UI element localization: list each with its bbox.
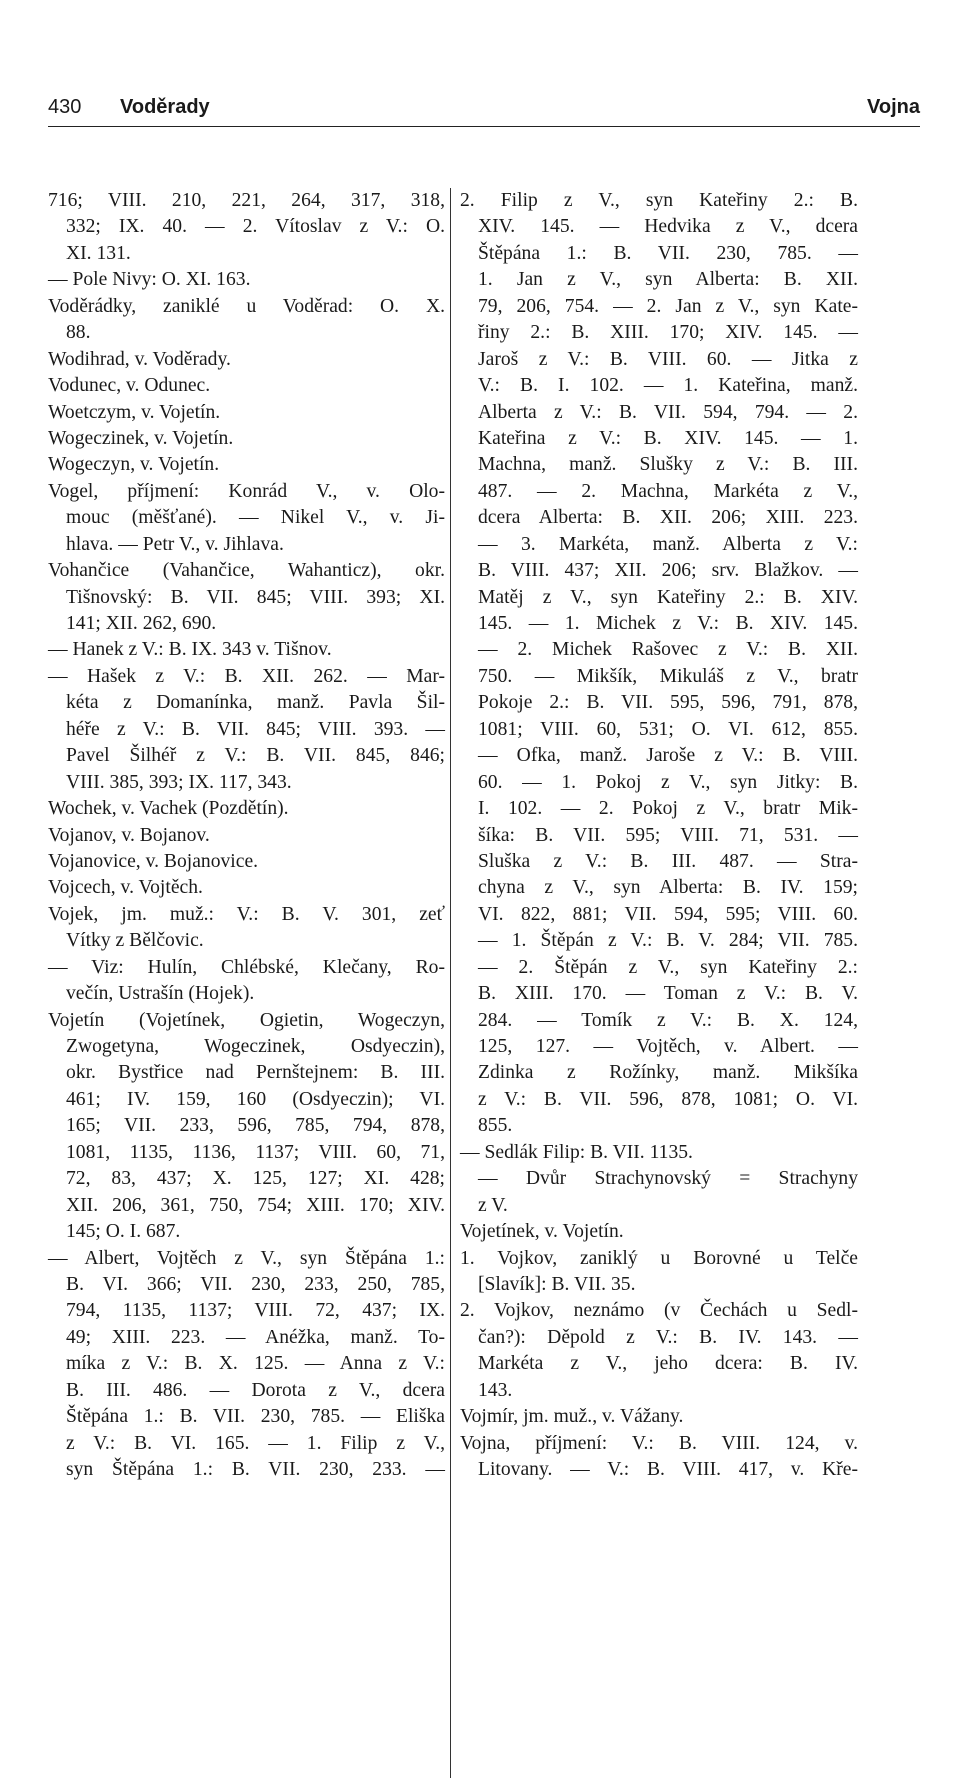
text-line: míka z V.: B. X. 125. — Anna z V.:	[66, 1353, 445, 1375]
text-line: 145; O. I. 687.	[66, 1221, 181, 1243]
text-line: 60. — 1. Pokoj z V., syn Jitky: B.	[478, 771, 858, 793]
text-line: Woetczym, v. Vojetín.	[48, 401, 221, 423]
text-line: řiny 2.: B. XIII. 170; XIV. 145. —	[478, 322, 858, 344]
text-line: — 2. Michek Rašovec z V.: B. XII.	[478, 639, 858, 661]
text-line: 1. Jan z V., syn Alberta: B. XII.	[478, 269, 858, 291]
text-line: VI. 822, 881; VII. 594, 595; VIII. 60.	[478, 903, 858, 925]
text-line: — Viz: Hulín, Chlébské, Klečany, Ro-	[48, 956, 445, 978]
text-line: — 2. Štěpán z V., syn Kateřiny 2.:	[478, 956, 858, 978]
text-line: 145. — 1. Michek z V.: B. XIV. 145.	[478, 613, 858, 634]
text-line: Vodunec, v. Odunec.	[48, 375, 211, 397]
text-line: čan?): Děpold z V.: B. IV. 143. —	[478, 1326, 858, 1348]
page-number: 430	[48, 96, 82, 118]
text-line: 332; IX. 40. — 2. Vítoslav z V.: O.	[66, 216, 445, 238]
text-line: Štěpána 1.: B. VII. 230, 785. — Eliška	[66, 1406, 445, 1428]
text-line: hlava. — Petr V., v. Jihlava.	[66, 533, 284, 555]
text-line: Voděrádky, zaniklé u Voděrad: O. X.	[48, 295, 445, 317]
text-line: 461; IV. 159, 160 (Osdyeczin); VI.	[66, 1088, 445, 1110]
text-line: okr. Bystřice nad Pernštejnem: B. III.	[66, 1062, 445, 1084]
text-line: héře z V.: B. VII. 845; VIII. 393. —	[66, 718, 445, 740]
text-line: — Albert, Vojtěch z V., syn Štěpána 1.:	[48, 1247, 445, 1269]
text-line: šíka: B. VII. 595; VIII. 71, 531. —	[478, 824, 858, 846]
text-line: B. III. 486. — Dorota z V., dcera	[66, 1379, 445, 1401]
text-line: Wochek, v. Vachek (Pozdětín).	[48, 798, 289, 820]
text-line: Zdinka z Rožínky, manž. Mikšíka	[478, 1062, 858, 1084]
text-line: — Pole Nivy: O. XI. 163.	[48, 269, 251, 291]
text-line: V.: B. I. 102. — 1. Kateřina, manž.	[478, 375, 858, 397]
right-column	[460, 188, 858, 1483]
text-line: — Sedlák Filip: B. VII. 1135.	[460, 1141, 693, 1163]
text-line: — Dvůr Strachynovský = Strachyny	[478, 1168, 858, 1190]
text-line: syn Štěpána 1.: B. VII. 230, 233. —	[66, 1459, 445, 1480]
text-line: — Ofka, manž. Jaroše z V.: B. VIII.	[478, 745, 858, 767]
text-line: 49; XIII. 223. — Anéžka, manž. To-	[66, 1326, 445, 1348]
text-line: — Hašek z V.: B. XII. 262. — Mar-	[48, 665, 445, 687]
text-line: 1081; VIII. 60, 531; O. VI. 612, 855.	[478, 718, 858, 740]
text-line: Jaroš z V.: B. VIII. 60. — Jitka z	[478, 348, 858, 370]
text-line: 141; XII. 262, 690.	[66, 613, 217, 634]
text-line: 487. — 2. Machna, Markéta z V.,	[478, 480, 858, 502]
text-line: Vohančice (Vahančice, Wahanticz), okr.	[48, 560, 445, 582]
text-line: 88.	[66, 322, 91, 344]
right-running-title: Vojna	[867, 96, 920, 118]
text-line: — 3. Markéta, manž. Alberta z V.:	[478, 533, 858, 555]
text-line: Tišnovský: B. VII. 845; VIII. 393; XI.	[66, 586, 445, 608]
text-line: 72, 83, 437; X. 125, 127; XI. 428;	[66, 1168, 445, 1190]
text-line: Markéta z V., jeho dcera: B. IV.	[478, 1353, 858, 1375]
text-line: XI. 131.	[66, 242, 131, 264]
text-line: Pavel Šilhéř z V.: B. VII. 845, 846;	[66, 745, 445, 767]
text-line: — Hanek z V.: B. IX. 343 v. Tišnov.	[48, 639, 332, 661]
text-line: Vogel, příjmení: Konrád V., v. Olo-	[48, 480, 445, 502]
text-line: Pokoje 2.: B. VII. 595, 596, 791, 878,	[478, 692, 858, 714]
text-line: večín, Ustrašín (Hojek).	[66, 983, 255, 1005]
text-line: XIV. 145. — Hedvika z V., dcera	[478, 216, 858, 238]
text-line: Vojetínek, v. Vojetín.	[460, 1221, 624, 1243]
left-running-title: Voděrady	[120, 96, 210, 118]
text-line: 750. — Mikšík, Mikuláš z V., bratr	[478, 665, 858, 687]
text-line: Wodihrad, v. Voděrady.	[48, 348, 231, 370]
text-line: 165; VII. 233, 596, 785, 794, 878,	[66, 1115, 445, 1137]
text-line: XII. 206, 361, 750, 754; XIII. 170; XIV.	[66, 1194, 445, 1216]
text-line: 855.	[478, 1115, 513, 1137]
text-line: Kateřina z V.: B. XIV. 145. — 1.	[478, 427, 858, 449]
text-line: Sluška z V.: B. III. 487. — Stra-	[478, 850, 858, 872]
text-line: — 1. Štěpán z V.: B. V. 284; VII. 785.	[478, 930, 858, 952]
text-line: Litovany. — V.: B. VIII. 417, v. Kře-	[478, 1459, 858, 1480]
text-line: Vojetín (Vojetínek, Ogietin, Wogeczyn,	[48, 1009, 445, 1031]
text-line: B. VIII. 437; XII. 206; srv. Blažkov. —	[478, 560, 858, 582]
text-line: B. XIII. 170. — Toman z V.: B. V.	[478, 983, 858, 1005]
text-line: Štěpána 1.: B. VII. 230, 785. —	[478, 242, 858, 264]
text-line: 716; VIII. 210, 221, 264, 317, 318,	[48, 190, 445, 211]
text-line: B. VI. 366; VII. 230, 233, 250, 785,	[66, 1273, 445, 1295]
text-line: Vojek, jm. muž.: V.: B. V. 301, zeť	[48, 903, 445, 925]
text-line: 79, 206, 754. — 2. Jan z V., syn Kate-	[478, 295, 858, 317]
text-line: Vojanovice, v. Bojanovice.	[48, 850, 259, 872]
text-line: Matěj z V., syn Kateřiny 2.: B. XIV.	[478, 586, 858, 608]
text-line: mouc (měšťané). — Nikel V., v. Ji-	[66, 507, 445, 529]
text-line: kéta z Domanínka, manž. Pavla Šil-	[66, 692, 445, 714]
text-line: I. 102. — 2. Pokoj z V., bratr Mik-	[478, 798, 858, 820]
text-line: Alberta z V.: B. VII. 594, 794. — 2.	[478, 401, 858, 423]
text-line: z V.: B. VII. 596, 878, 1081; O. VI.	[478, 1088, 858, 1110]
text-line: 794, 1135, 1137; VIII. 72, 437; IX.	[66, 1300, 445, 1322]
left-column	[48, 188, 445, 1483]
text-line: Zwogetyna, Wogeczinek, Osdyeczin),	[66, 1036, 445, 1057]
text-line: dcera Alberta: B. XII. 206; XIII. 223.	[478, 507, 858, 529]
text-line: chyna z V., syn Alberta: B. IV. 159;	[478, 877, 858, 899]
text-line: Vojmír, jm. muž., v. Vážany.	[460, 1406, 684, 1428]
text-line: Wogeczinek, v. Vojetín.	[48, 427, 234, 449]
text-line: Vojcech, v. Vojtěch.	[48, 877, 203, 899]
text-line: Machna, manž. Slušky z V.: B. III.	[478, 454, 858, 476]
text-line: Vojna, příjmení: V.: B. VIII. 124, v.	[460, 1432, 858, 1454]
text-line: z V.: B. VI. 165. — 1. Filip z V.,	[66, 1432, 445, 1454]
text-line: 1081, 1135, 1136, 1137; VIII. 60, 71,	[66, 1141, 445, 1163]
text-line: Vojanov, v. Bojanov.	[48, 824, 210, 846]
text-line: VIII. 385, 393; IX. 117, 343.	[66, 771, 292, 793]
text-line: Vítky z Bělčovic.	[66, 930, 204, 952]
text-line: 1. Vojkov, zaniklý u Borovné u Telče	[460, 1247, 858, 1269]
text-line: 143.	[478, 1379, 513, 1401]
text-line: 284. — Tomík z V.: B. X. 124,	[478, 1009, 858, 1031]
text-line: Wogeczyn, v. Vojetín.	[48, 454, 220, 476]
text-line: 125, 127. — Vojtěch, v. Albert. —	[478, 1036, 858, 1057]
column-divider	[450, 188, 451, 1778]
text-line: [Slavík]: B. VII. 35.	[478, 1273, 636, 1295]
text-line: 2. Filip z V., syn Kateřiny 2.: B.	[460, 190, 858, 211]
text-line: 2. Vojkov, neznámo (v Čechách u Sedl-	[460, 1300, 858, 1322]
running-header	[48, 92, 920, 127]
text-line: z V.	[478, 1194, 508, 1216]
